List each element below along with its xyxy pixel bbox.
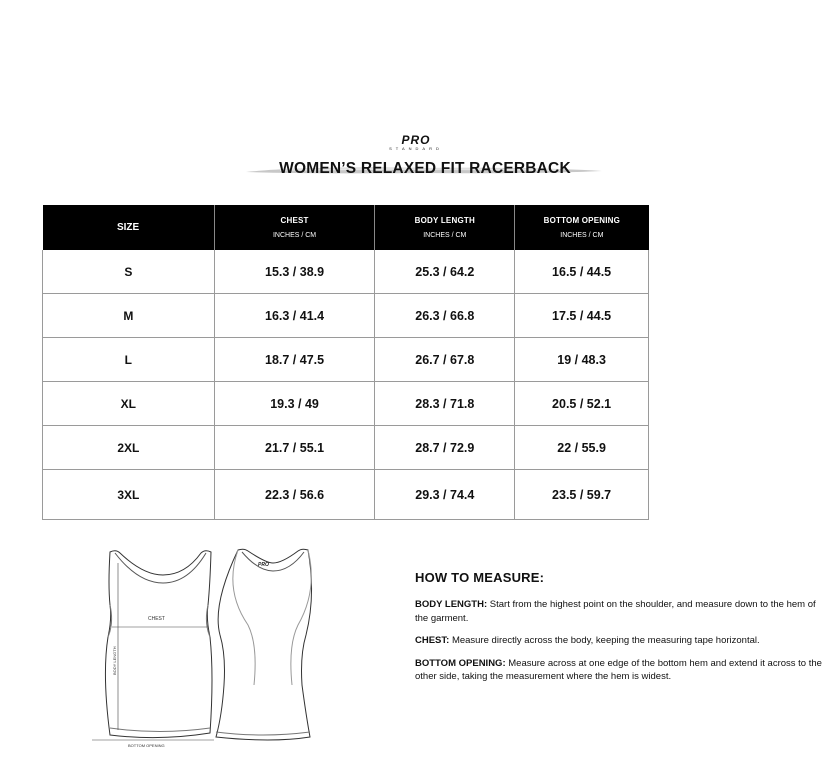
measure-item-bottom-opening xyxy=(415,657,825,684)
back-tank-illustration xyxy=(216,549,312,740)
measure-term: BOTTOM OPENING: xyxy=(415,657,506,669)
cell-size: S xyxy=(43,250,215,294)
how-to-measure-heading: HOW TO MEASURE: xyxy=(415,570,545,585)
measure-item-chest xyxy=(415,634,825,648)
logo-text: PRO xyxy=(401,133,431,147)
front-tank-illustration xyxy=(105,551,212,738)
table-row xyxy=(43,382,649,426)
body-length-diagram-label: BODY LENGTH xyxy=(112,646,117,675)
cell-body-length: 26.3 / 66.8 xyxy=(375,294,515,338)
back-logo-text: PRO xyxy=(258,562,269,568)
table-row xyxy=(43,426,649,470)
cell-size: 3XL xyxy=(43,470,215,520)
header-label: BODY LENGTH xyxy=(414,216,475,225)
header-chest xyxy=(214,205,375,250)
header-bottom-opening xyxy=(515,205,649,250)
cell-bottom-opening: 17.5 / 44.5 xyxy=(515,294,649,338)
measure-text: Measure directly across the body, keeping the measuring tape horizontal. xyxy=(449,635,760,646)
cell-chest: 15.3 / 38.9 xyxy=(214,250,375,294)
table-row xyxy=(43,250,649,294)
header-unit: INCHES / CM xyxy=(272,232,317,239)
cell-chest: 19.3 / 49 xyxy=(214,382,375,426)
cell-bottom-opening: 23.5 / 59.7 xyxy=(515,470,649,520)
header-body-length xyxy=(375,205,515,250)
cell-size: L xyxy=(43,338,215,382)
header-label: BOTTOM OPENING xyxy=(543,216,621,225)
logo-subtext: STANDARD xyxy=(389,146,443,151)
header-label: SIZE xyxy=(116,222,140,233)
cell-size: XL xyxy=(43,382,215,426)
header-unit: INCHES / CM xyxy=(560,232,604,239)
title-block xyxy=(240,158,610,180)
chest-diagram-label: CHEST xyxy=(148,616,165,622)
cell-body-length: 28.7 / 72.9 xyxy=(375,426,515,470)
cell-chest: 16.3 / 41.4 xyxy=(214,294,375,338)
bottom-opening-diagram-label: BOTTOM OPENING xyxy=(128,743,165,748)
cell-chest: 21.7 / 55.1 xyxy=(214,426,375,470)
brand-logo xyxy=(386,135,446,153)
header-unit: INCHES / CM xyxy=(423,232,467,239)
header-size xyxy=(43,205,215,250)
measure-term: CHEST: xyxy=(415,635,450,646)
cell-bottom-opening: 20.5 / 52.1 xyxy=(515,382,649,426)
measure-text: Start from the highest point on the shoulder, and measure down to the hem of the garment. xyxy=(415,599,816,624)
page-title: WOMEN’S RELAXED FIT RACERBACK xyxy=(279,160,571,177)
table-header-row xyxy=(43,205,649,250)
cell-body-length: 26.7 / 67.8 xyxy=(375,338,515,382)
header-label: CHEST xyxy=(280,216,309,225)
cell-body-length: 29.3 / 74.4 xyxy=(375,470,515,520)
how-to-measure-section xyxy=(415,570,825,693)
cell-body-length: 28.3 / 71.8 xyxy=(375,382,515,426)
table-row xyxy=(43,470,649,520)
measure-item-body-length xyxy=(415,598,825,625)
cell-bottom-opening: 16.5 / 44.5 xyxy=(515,250,649,294)
garment-diagram xyxy=(88,545,328,750)
cell-size: M xyxy=(43,294,215,338)
cell-bottom-opening: 19 / 48.3 xyxy=(515,338,649,382)
cell-chest: 22.3 / 56.6 xyxy=(214,470,375,520)
table-row xyxy=(43,294,649,338)
cell-bottom-opening: 22 / 55.9 xyxy=(515,426,649,470)
measure-term: BODY LENGTH: xyxy=(415,599,488,610)
size-chart-table xyxy=(42,205,649,520)
measure-text: Measure across at one edge of the bottom hem and extend it across to the other side, taking the measurement where the hem is widest. xyxy=(415,657,822,682)
cell-chest: 18.7 / 47.5 xyxy=(214,338,375,382)
table-row xyxy=(43,338,649,382)
cell-body-length: 25.3 / 64.2 xyxy=(375,250,515,294)
cell-size: 2XL xyxy=(43,426,215,470)
